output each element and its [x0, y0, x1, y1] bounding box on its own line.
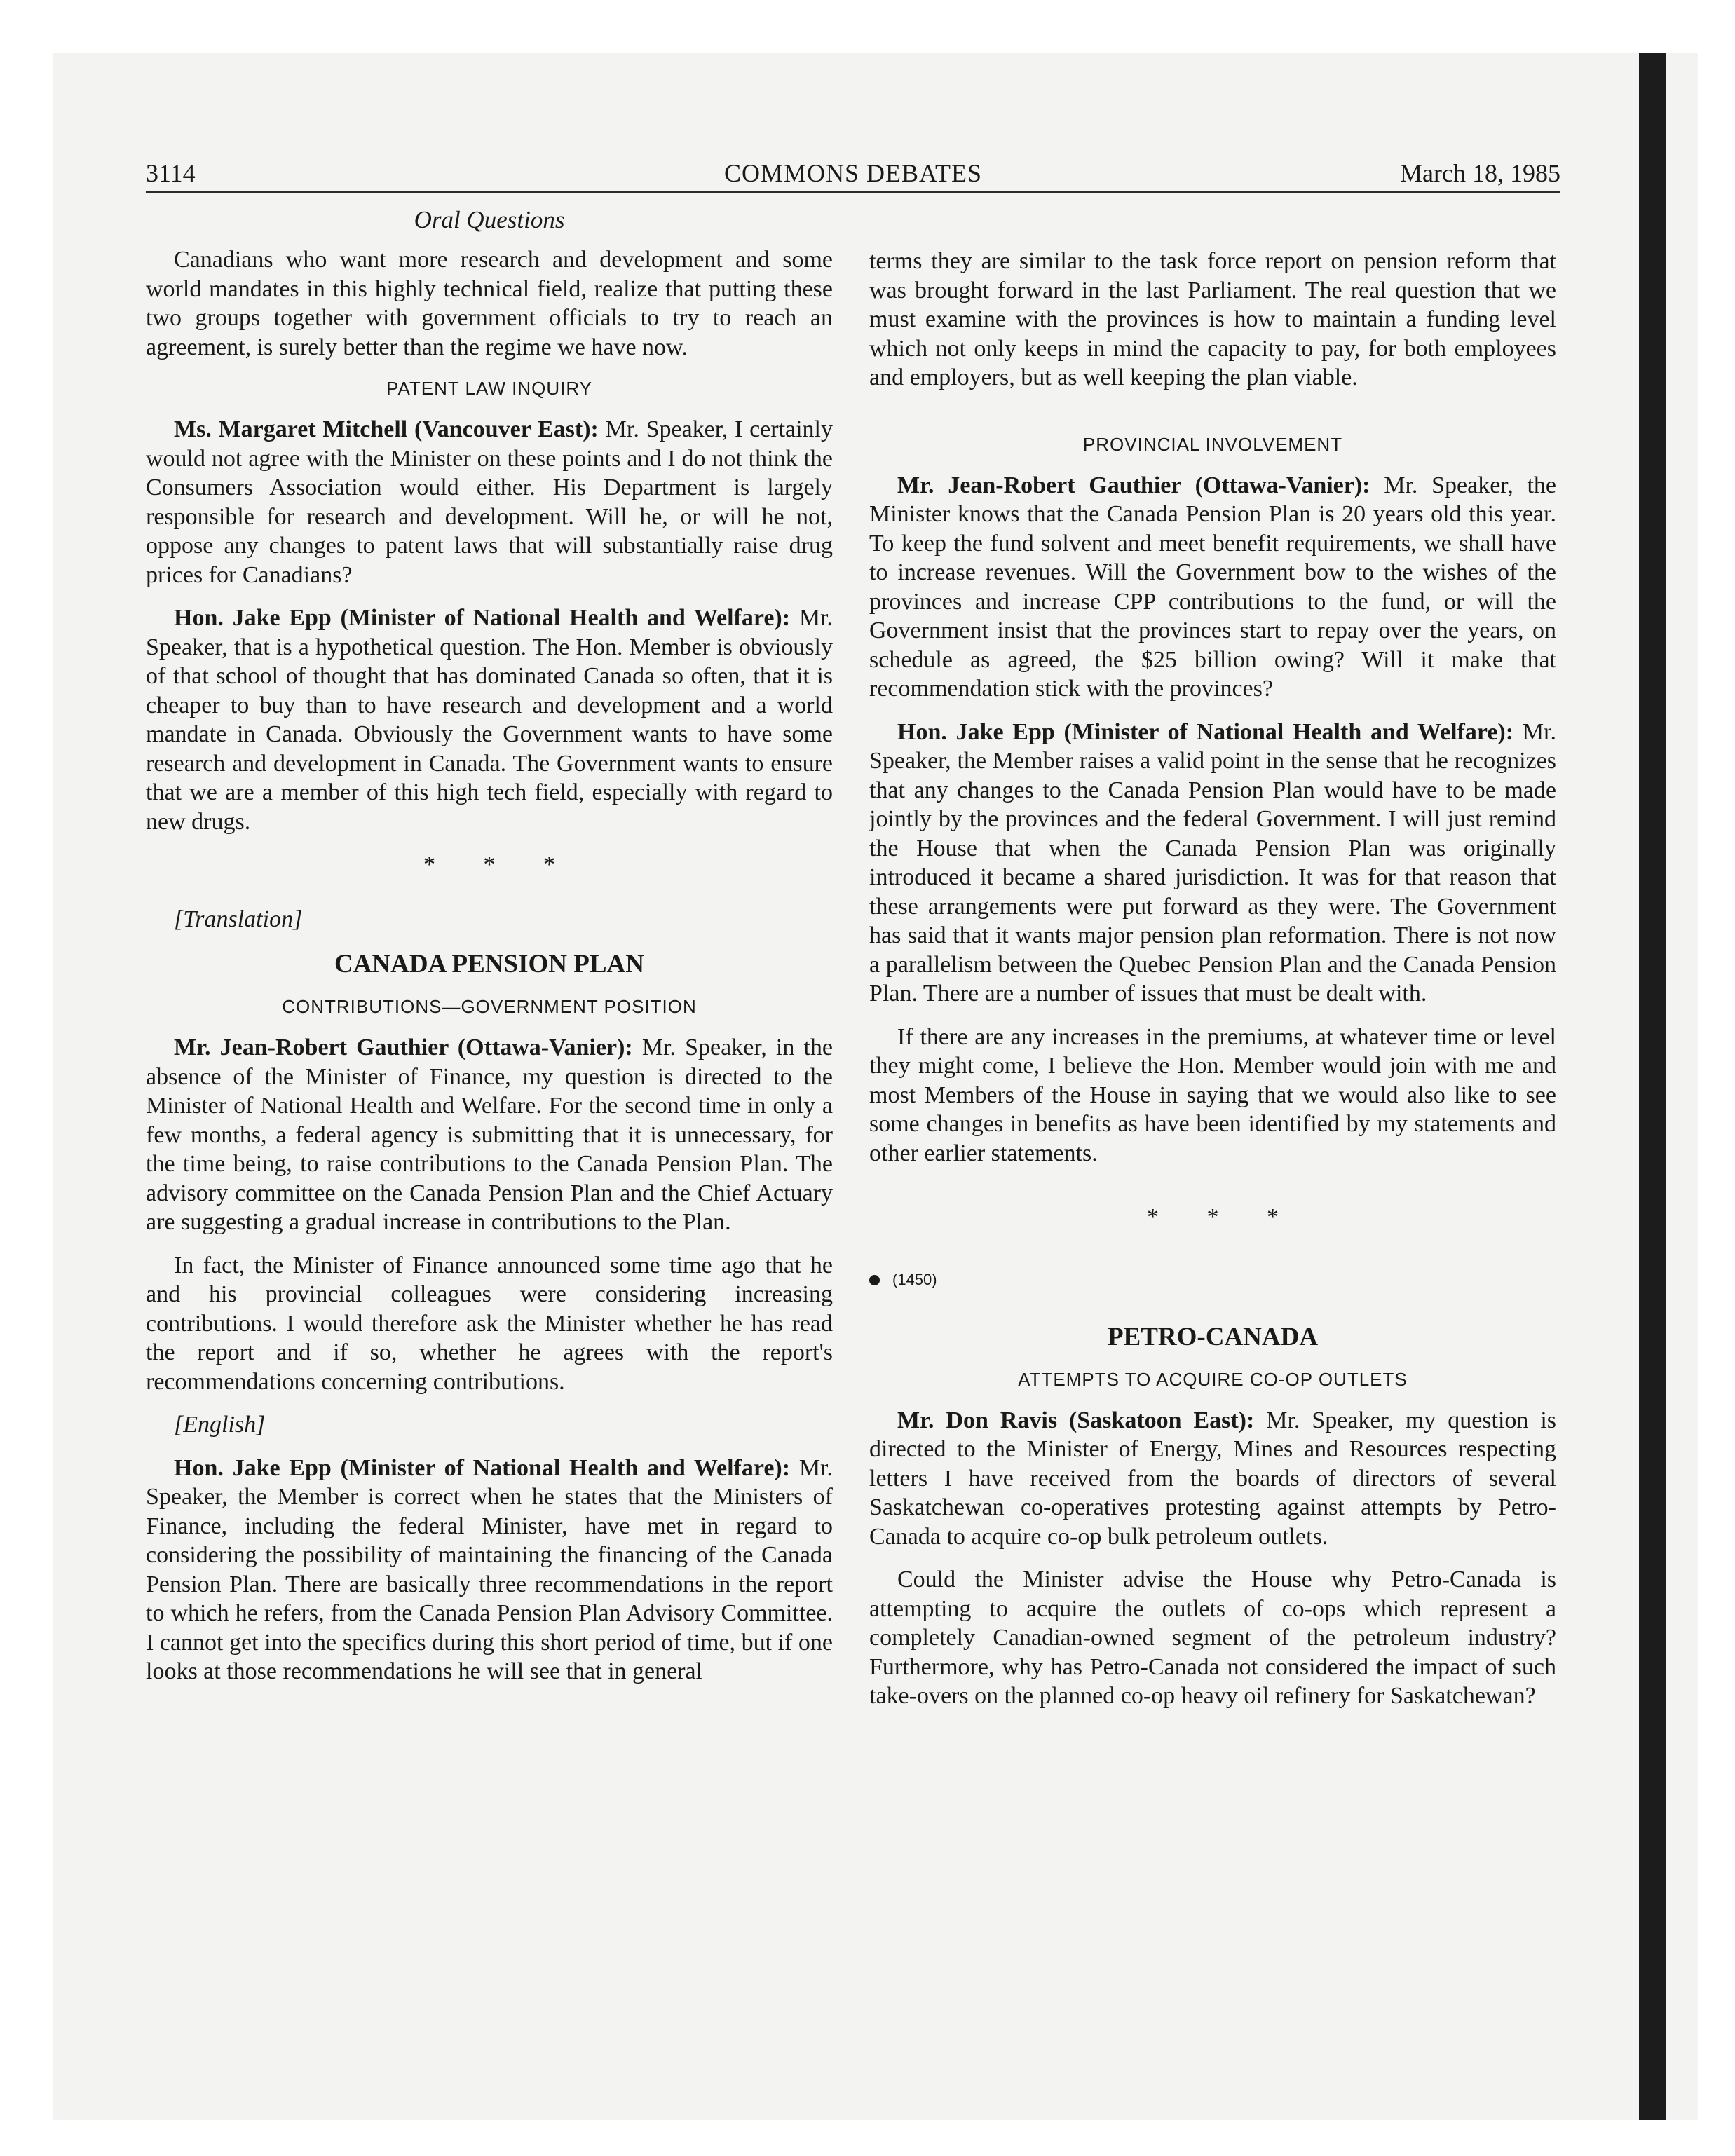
speech-text: Mr. Speaker, that is a hypothetical question. The Hon. Member is obviously of that school of thought that has dominated Canada so often, that it is cheaper to buy than to have research and development and a world mandate in Canada. Obviously the Government wants to have some research and development in Canada. The Government wants to ensure that we are a member of this high tech field, especially with regard to new drugs.: [146, 605, 833, 835]
speaker-name: Ms. Margaret Mitchell (Vancouver East):: [174, 416, 599, 442]
bullet-icon: [869, 1275, 880, 1285]
running-head: Oral Questions: [414, 206, 565, 233]
right-column: [869, 247, 1556, 1725]
paragraph: [146, 603, 833, 836]
paragraph: [869, 471, 1556, 704]
paragraph: [146, 1454, 833, 1686]
section-separator: * * *: [423, 852, 576, 878]
speaker-name: Hon. Jake Epp (Minister of National Health and Welfare):: [897, 718, 1514, 745]
page-header: [146, 156, 1560, 193]
paragraph: [869, 1406, 1556, 1552]
heading-petro-canada: PETRO-CANADA: [1107, 1322, 1319, 1351]
speaker-name: Mr. Jean-Robert Gauthier (Ottawa-Vanier):: [174, 1035, 633, 1060]
speech-text: Mr. Speaker, I certainly would not agree with the Minister on these points and I do not think the Consumers Association would either. His Department is largely responsible for research and development. Will he, or will he not, oppose any changes to patent laws that will substantially raise drug prices for Canadians?: [146, 416, 834, 588]
time-marker-text: (1450): [892, 1270, 937, 1288]
paragraph: [146, 1033, 833, 1237]
time-marker: [869, 1267, 1556, 1292]
page-date: March 18, 1985: [1400, 159, 1560, 187]
paragraph: In fact, the Minister of Finance announced some time ago that he and his provincial colleagues were considering increasing contributions. I would therefore ask the Minister whether he has read the report and if so, whether he agrees with the report's recommendations concerning contributions.: [146, 1252, 833, 1395]
publication-title: COMMONS DEBATES: [723, 159, 983, 187]
speech-text: Mr. Speaker, the Member raises a valid point in the sense that he recognizes that any changes to the Canada Pension Plan would have to be made jointly by the provinces and the federal Government. I will just remind the House that when the Canada Pension Plan was originally introduced it became a shared jurisdiction. It was for that reason that these arrangements were put forward as they were. The Government has said that it wants major pension plan reformation. There is not now a parallelism between the Quebec Pension Plan and the Canada Pension Plan. There are a number of issues that must be dealt with.: [869, 718, 1556, 1007]
speaker-name: Mr. Don Ravis (Saskatoon East):: [897, 1407, 1255, 1433]
left-column: [146, 245, 833, 1700]
section-separator: * * *: [1147, 1204, 1300, 1230]
paragraph: terms they are similar to the task force report on pension reform that was brought forward in the last Parliament. The real question that we must examine with the provinces is how to maintain a funding level which not only keeps in mind the capacity to pay, for both employees and employers, but as well keeping the plan viable.: [869, 248, 1556, 390]
paragraph: [869, 718, 1556, 1009]
paragraph: If there are any increases in the premiums, at whatever time or level they might come, I believe the Hon. Member would join with me and most Members of the House in saying that we would also like to see some changes in benefits as have been identified by my statements and other earlier statements.: [869, 1023, 1556, 1166]
subheading-patent-law: PATENT LAW INQUIRY: [386, 378, 592, 399]
speech-text: Mr. Speaker, my question is directed to the Minister of Energy, Mines and Resources respecting letters I have received from the boards of directors of several Saskatchewan co-operatives protesting against attempts by Petro-Canada to acquire co-op bulk petroleum outlets.: [869, 1407, 1556, 1550]
paragraph: Could the Minister advise the House why Petro-Canada is attempting to acquire the outlets of co-ops which represent a completely Canadian-owned segment of the petroleum industry? Furthermore, why has Petro-Canada not considered the impact of such take-overs on the planned co-op heavy oil refinery for Saskatchewan?: [869, 1567, 1556, 1709]
subheading-co-op-outlets: ATTEMPTS TO ACQUIRE CO-OP OUTLETS: [1018, 1368, 1408, 1390]
speech-text: Mr. Speaker, the Member is correct when he states that the Ministers of Finance, including the federal Minister, have met in regard to considering the possibility of maintaining the financing of the Canada Pension Plan. There are basically three recommendations in the report to which he refers, from the Canada Pension Plan Advisory Committee. I cannot get into the specifics during this short period of time, but if one looks at those recommendations he will see that in general: [146, 1454, 833, 1684]
speech-text: Mr. Speaker, in the absence of the Minister of Finance, my question is directed to the Minister of National Health and Welfare. For the second time in only a few months, a federal agency is submitting that it is unnecessary, for the time being, to raise contributions to the Canada Pension Plan. The advisory committee on the Canada Pension Plan and the Chief Actuary are suggesting a gradual increase in contributions to the Plan.: [146, 1035, 833, 1235]
page-number: 3114: [146, 159, 196, 187]
speaker-name: Hon. Jake Epp (Minister of National Health and Welfare):: [174, 605, 791, 631]
subheading-contributions: CONTRIBUTIONS—GOVERNMENT POSITION: [282, 996, 697, 1017]
speaker-name: Hon. Jake Epp (Minister of National Health and Welfare):: [174, 1454, 791, 1481]
heading-canada-pension-plan: CANADA PENSION PLAN: [334, 950, 644, 978]
paragraph: [146, 415, 833, 589]
scan-edge: [1639, 53, 1666, 2120]
subheading-provincial-involvement: PROVINCIAL INVOLVEMENT: [1082, 433, 1343, 455]
speech-text: Mr. Speaker, the Minister knows that the Canada Pension Plan is 20 years old this year. To keep the fund solvent and meet benefit requirements, we shall have to increase revenues. Will the Government bow to the wishes of the provinces and increase CPP contributions to the fund, or will the Government insist that the provinces start to repay over the years, on schedule as agreed, the $25 billion owing? Will it make that recommendation stick with the provinces?: [869, 472, 1556, 702]
speaker-name: Mr. Jean-Robert Gauthier (Ottawa-Vanier):: [897, 472, 1370, 498]
paragraph: Canadians who want more research and development and some world mandates in this highly technical field, realize that putting these two groups together with government officials to try to reach an agreement, is surely better than the regime we have now.: [146, 247, 833, 360]
language-note: [Translation]: [174, 906, 303, 932]
language-note: [English]: [174, 1412, 266, 1438]
